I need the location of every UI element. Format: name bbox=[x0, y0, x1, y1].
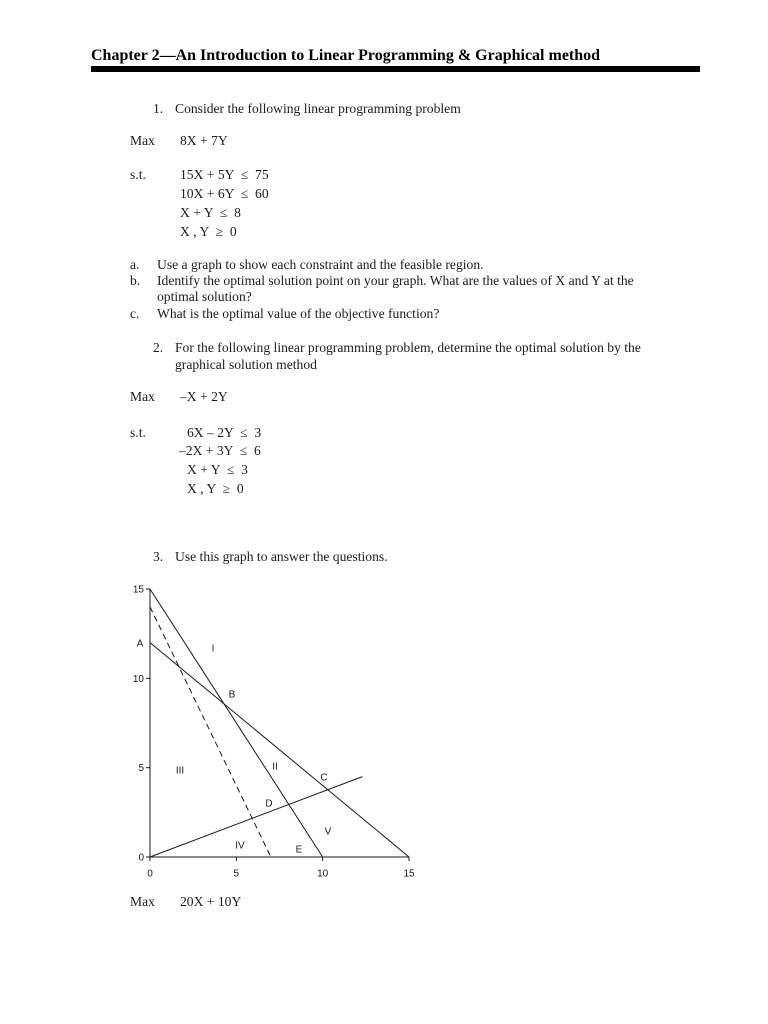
point-label-a: A bbox=[136, 638, 144, 650]
question-letter: c. bbox=[130, 306, 140, 321]
problem-statement: Use this graph to answer the questions. bbox=[175, 549, 388, 564]
constraints-label: s.t. bbox=[130, 167, 146, 182]
constraint: 15X + 5Y ≤ 75 bbox=[180, 167, 269, 182]
x-tick-label: 0 bbox=[147, 868, 153, 880]
graph-line-3 bbox=[150, 607, 271, 857]
region-label-iv: IV bbox=[235, 840, 245, 852]
x-tick-label: 5 bbox=[233, 868, 240, 880]
objective-label: Max bbox=[130, 133, 155, 148]
graph-line-1 bbox=[150, 589, 323, 857]
graph-annotations bbox=[137, 639, 332, 856]
title-rule bbox=[91, 66, 700, 72]
question-letter: a. bbox=[130, 257, 140, 272]
objective-function: 20X + 10Y bbox=[180, 894, 242, 909]
question-text: What is the optimal value of the objective function? bbox=[157, 306, 440, 321]
objective-function: 8X + 7Y bbox=[180, 133, 228, 148]
problem-number: 2. bbox=[153, 340, 164, 355]
region-label-ii: II bbox=[272, 761, 278, 773]
point-label-e: E bbox=[295, 844, 303, 856]
y-tick-label: 10 bbox=[132, 673, 144, 685]
y-tick-label: 15 bbox=[132, 584, 144, 596]
problem-statement: graphical solution method bbox=[175, 357, 317, 372]
point-label-b: B bbox=[228, 689, 236, 701]
constraint: 10X + 6Y ≤ 60 bbox=[180, 186, 269, 201]
graph-line-4 bbox=[150, 777, 362, 857]
problem-statement: For the following linear programming problem, determine the optimal solution by the bbox=[175, 340, 641, 355]
point-label-d: D bbox=[265, 798, 273, 810]
constraint: 6X – 2Y ≤ 3 bbox=[187, 425, 262, 440]
linear-programming-graph bbox=[120, 575, 430, 885]
constraints-label: s.t. bbox=[130, 425, 146, 440]
x-tick-label: 15 bbox=[403, 868, 415, 880]
question-text: Identify the optimal solution point on your graph. What are the values of X and Y at the bbox=[157, 273, 634, 288]
question-text: Use a graph to show each constraint and the feasible region. bbox=[157, 257, 484, 272]
chapter-title: Chapter 2—An Introduction to Linear Programming & Graphical method bbox=[91, 47, 601, 64]
region-label-iii: III bbox=[175, 765, 185, 777]
y-tick-label: 0 bbox=[138, 852, 144, 864]
graph-line-2 bbox=[150, 643, 409, 857]
x-tick-label: 10 bbox=[317, 868, 329, 880]
problem-statement: Consider the following linear programming problem bbox=[175, 101, 461, 116]
constraint: X + Y ≤ 3 bbox=[187, 462, 248, 477]
question-letter: b. bbox=[130, 273, 141, 288]
objective-label: Max bbox=[130, 894, 155, 909]
region-label-i: I bbox=[211, 643, 215, 655]
nonnegativity-constraint: X , Y ≥ 0 bbox=[180, 224, 237, 239]
question-text: optimal solution? bbox=[157, 289, 252, 304]
point-label-c: C bbox=[320, 772, 328, 784]
problem-number: 3. bbox=[153, 549, 164, 564]
constraint: X + Y ≤ 8 bbox=[180, 205, 241, 220]
nonnegativity-constraint: X , Y ≥ 0 bbox=[187, 481, 244, 496]
y-tick-label: 5 bbox=[138, 763, 144, 775]
objective-function: –X + 2Y bbox=[180, 389, 228, 404]
problem-number: 1. bbox=[153, 101, 164, 116]
objective-label: Max bbox=[130, 389, 155, 404]
constraint: –2X + 3Y ≤ 6 bbox=[179, 443, 261, 458]
graph-marks bbox=[133, 585, 415, 880]
region-label-v: V bbox=[324, 826, 332, 838]
